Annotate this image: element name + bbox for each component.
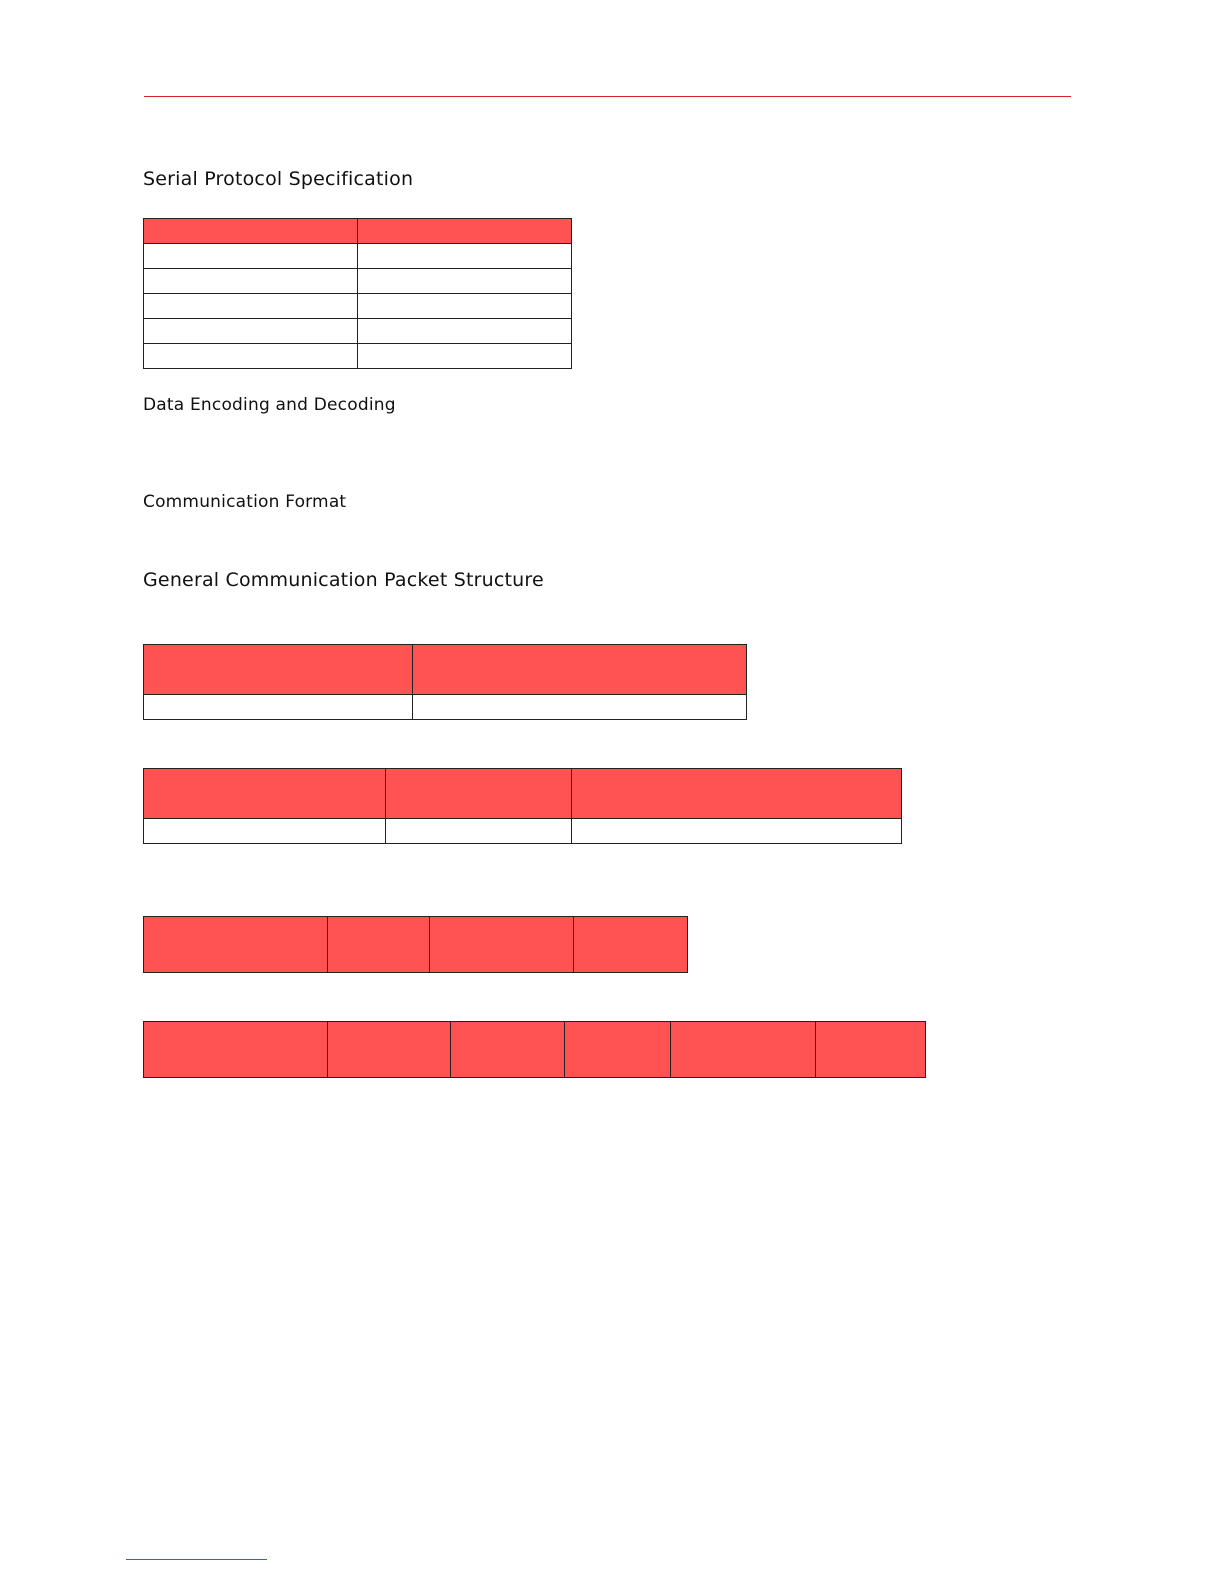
header-cell <box>144 769 386 819</box>
header-rule <box>144 96 1071 97</box>
heading-communication-format: Communication Format <box>143 492 347 512</box>
table-header-row <box>144 219 572 244</box>
heading-packet-structure: General Communication Packet Structure <box>143 569 544 591</box>
table-header-row <box>144 917 688 973</box>
table-row <box>144 269 572 294</box>
header-cell <box>451 1022 565 1078</box>
header-cell <box>144 219 358 244</box>
packet-frame-table-a <box>143 644 747 720</box>
header-cell <box>413 645 747 695</box>
table-cell <box>144 294 358 319</box>
table-row <box>144 695 747 720</box>
header-cell <box>144 1022 328 1078</box>
table-cell <box>358 294 572 319</box>
table-cell <box>413 695 747 720</box>
table-header-row <box>144 769 902 819</box>
serial-settings-table <box>143 218 572 369</box>
table-row <box>144 319 572 344</box>
header-cell <box>565 1022 671 1078</box>
header-cell <box>816 1022 926 1078</box>
table-cell <box>358 269 572 294</box>
header-cell <box>386 769 572 819</box>
header-cell <box>144 917 328 973</box>
table-cell <box>144 344 358 369</box>
table-header-row <box>144 1022 926 1078</box>
table-row <box>144 244 572 269</box>
table-cell <box>144 319 358 344</box>
header-cell <box>671 1022 816 1078</box>
table-row <box>144 819 902 844</box>
header-cell <box>328 1022 451 1078</box>
table-cell <box>358 319 572 344</box>
packet-frame-table-c <box>143 916 688 973</box>
heading-data-encoding: Data Encoding and Decoding <box>143 395 396 415</box>
table-cell <box>386 819 572 844</box>
header-cell <box>328 917 430 973</box>
header-cell <box>430 917 574 973</box>
header-cell <box>572 769 902 819</box>
header-cell <box>574 917 688 973</box>
table-cell <box>358 344 572 369</box>
heading-serial-protocol: Serial Protocol Specification <box>143 168 414 190</box>
packet-frame-table-d <box>143 1021 926 1078</box>
table-row <box>144 294 572 319</box>
header-cell <box>358 219 572 244</box>
table-row <box>144 344 572 369</box>
packet-frame-table-b <box>143 768 902 844</box>
table-cell <box>144 269 358 294</box>
table-cell <box>144 695 413 720</box>
table-cell <box>144 244 358 269</box>
table-cell <box>358 244 572 269</box>
table-cell <box>144 819 386 844</box>
table-header-row <box>144 645 747 695</box>
header-cell <box>144 645 413 695</box>
footer-link-underline <box>126 1559 267 1560</box>
table-cell <box>572 819 902 844</box>
